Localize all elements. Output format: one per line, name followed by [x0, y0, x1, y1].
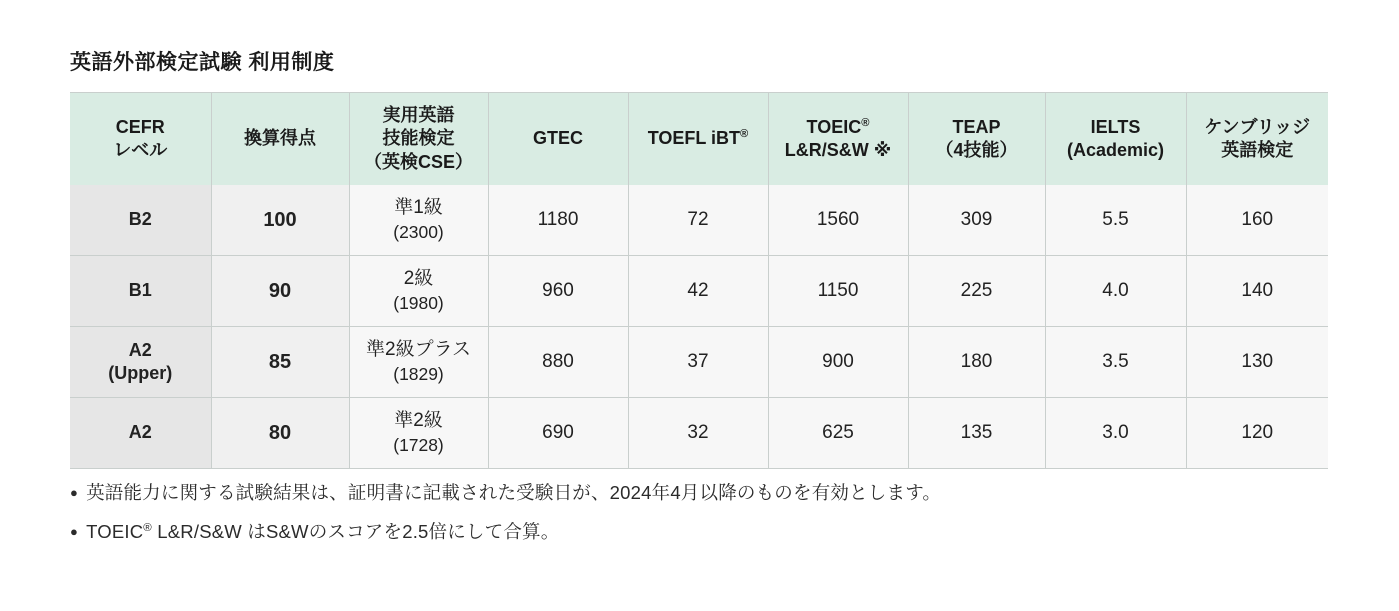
cell-eiken [349, 327, 488, 398]
cell-toeic: 625 [768, 398, 908, 469]
cell-gtec: 690 [488, 398, 628, 469]
header-line: L&R/S&W ※ [784, 140, 892, 160]
cell-cefr-level [70, 185, 211, 256]
note-text: TOEIC® L&R/S&W はS&Wのスコアを2.5倍にして合算。 [86, 520, 560, 542]
header-line: （4技能） [935, 140, 1018, 160]
note-item [70, 519, 1350, 546]
cell-line: 2級 [403, 268, 434, 290]
cell-cambridge: 160 [1186, 185, 1328, 256]
cell-ielts: 3.5 [1045, 327, 1186, 398]
header-line: 換算得点 [244, 128, 316, 149]
cell-teap: 135 [908, 398, 1045, 469]
cell-toefl: 37 [628, 327, 768, 398]
english-exam-score-table [70, 92, 1328, 469]
header-line: (Academic) [1066, 140, 1165, 160]
cell-cefr-level [70, 398, 211, 469]
header-line: ケンブリッジ [1204, 116, 1311, 137]
cell-gtec: 1180 [488, 185, 628, 256]
cell-cambridge: 140 [1186, 256, 1328, 327]
cell-line: (1728) [393, 434, 444, 455]
table-header-row [70, 93, 1328, 186]
column-header-ielts [1045, 93, 1186, 186]
cell-converted-score: 90 [211, 256, 349, 327]
header-line: GTEC [532, 128, 583, 149]
header-line: TEAP [952, 116, 1001, 137]
cell-toeic: 1150 [768, 256, 908, 327]
cell-converted-score: 100 [211, 185, 349, 256]
cell-teap: 309 [908, 185, 1045, 256]
column-header-toeic [768, 93, 908, 186]
bullet-icon: ● [70, 485, 79, 500]
header-line: 技能検定 [382, 128, 455, 149]
cell-ielts: 5.5 [1045, 185, 1186, 256]
cell-line: B2 [128, 209, 152, 230]
score-table-container [70, 92, 1328, 469]
column-header-eiken [349, 93, 488, 186]
cell-line: (1980) [393, 292, 444, 313]
cell-line: A2 [128, 422, 152, 443]
cell-toefl: 42 [628, 256, 768, 327]
cell-ielts: 4.0 [1045, 256, 1186, 327]
column-header-teap [908, 93, 1045, 186]
cell-toeic: 900 [768, 327, 908, 398]
cell-toefl: 32 [628, 398, 768, 469]
cell-cambridge: 120 [1186, 398, 1328, 469]
cell-line: 準2級プラス [366, 339, 471, 361]
notes-list [70, 480, 1350, 558]
header-line: レベル [113, 140, 168, 160]
cell-teap: 225 [908, 256, 1045, 327]
column-header-cefr [70, 93, 211, 186]
cell-line: (2300) [393, 221, 444, 242]
header-line: TOEFL iBT® [647, 128, 749, 149]
cell-cefr-level [70, 327, 211, 398]
cell-converted-score: 80 [211, 398, 349, 469]
header-line: IELTS [1090, 116, 1141, 137]
column-header-converted-score [211, 93, 349, 186]
cell-toeic: 1560 [768, 185, 908, 256]
note-item [70, 480, 1350, 507]
header-line: （英検CSE） [363, 151, 473, 172]
cell-line: (1829) [393, 363, 444, 384]
header-line: TOEIC® [806, 116, 870, 137]
cell-gtec: 880 [488, 327, 628, 398]
table-row [70, 327, 1328, 398]
column-header-gtec [488, 93, 628, 186]
header-line: 実用英語 [382, 104, 455, 125]
cell-cefr-level [70, 256, 211, 327]
table-row [70, 185, 1328, 256]
cell-teap: 180 [908, 327, 1045, 398]
cell-line: 準2級 [394, 410, 443, 432]
column-header-toefl-ibt [628, 93, 768, 186]
cell-line: B1 [128, 280, 152, 301]
table-row [70, 398, 1328, 469]
cell-eiken [349, 185, 488, 256]
cell-converted-score: 85 [211, 327, 349, 398]
cell-line: A2 [128, 339, 152, 360]
bullet-icon: ● [70, 523, 79, 539]
note-text: 英語能力に関する試験結果は、証明書に記載された受験日が、2024年4月以降のものを有効とします。 [86, 482, 942, 503]
cell-cambridge: 130 [1186, 327, 1328, 398]
page-title: 英語外部検定試験 利用制度 [70, 51, 335, 74]
cell-line: (Upper) [108, 363, 173, 383]
cell-gtec: 960 [488, 256, 628, 327]
cell-ielts: 3.0 [1045, 398, 1186, 469]
header-line: CEFR [115, 116, 165, 137]
header-line: 英語検定 [1221, 140, 1294, 160]
column-header-cambridge [1186, 93, 1328, 186]
cell-eiken [349, 398, 488, 469]
cell-line: 準1級 [394, 197, 443, 219]
cell-eiken [349, 256, 488, 327]
cell-toefl: 72 [628, 185, 768, 256]
table-row [70, 256, 1328, 327]
